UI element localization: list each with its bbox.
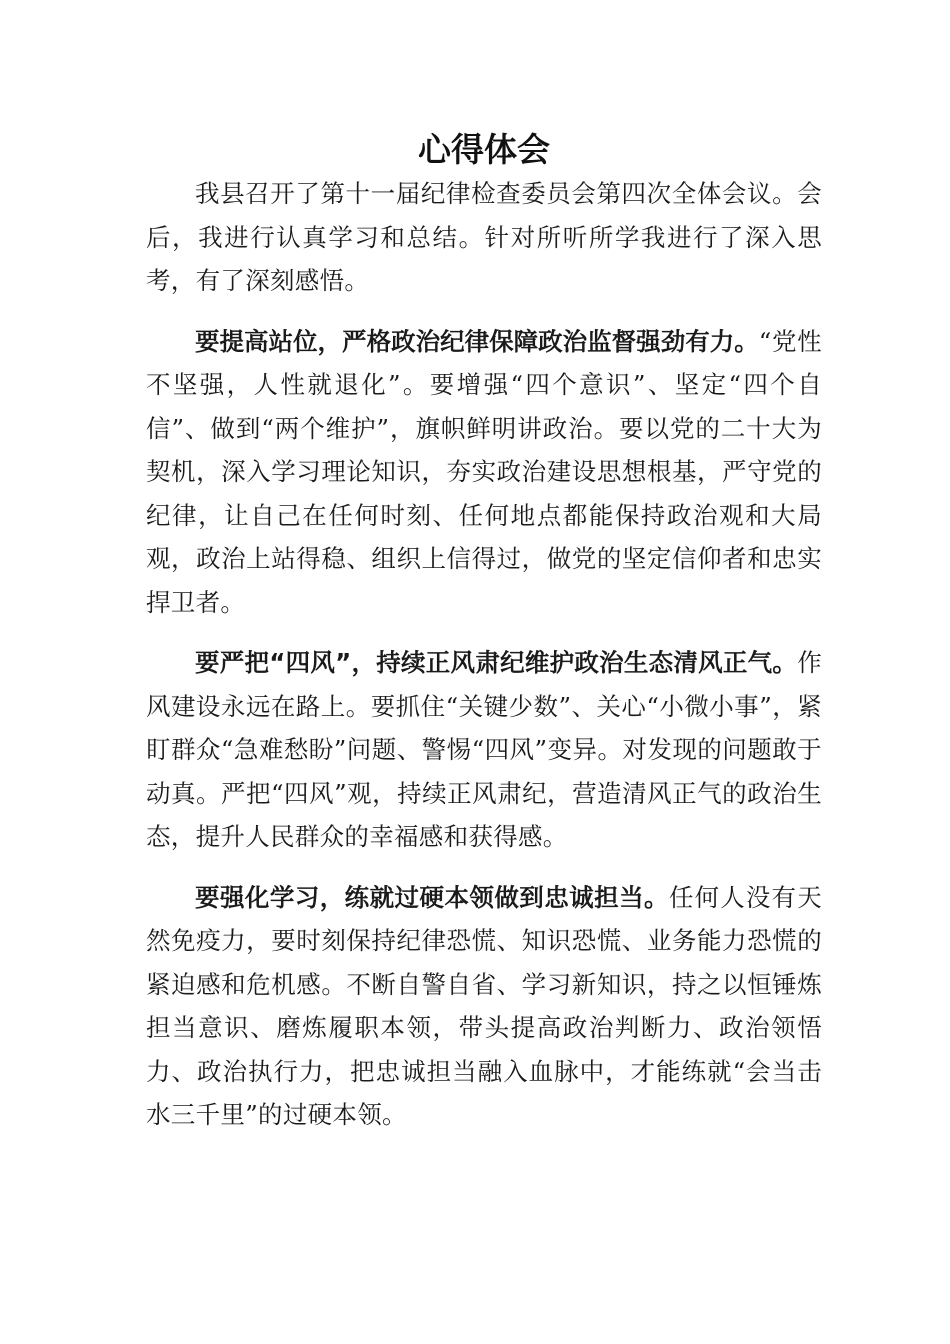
- paragraph-four-winds: [146, 641, 822, 859]
- paragraph-intro-text: 我县召开了第十一届纪律检查委员会第四次全体会议。会后，我进行认真学习和总结。针对所听所学我进行了深入思考，有了深刻感悟。: [146, 179, 822, 295]
- paragraph-political-discipline-heading: 要提高站位，严格政治纪律保障政治监督强劲有力。: [195, 326, 759, 356]
- document-page: [146, 128, 822, 1137]
- paragraph-political-discipline-text: “党性不坚强，人性就退化”。要增强“四个意识”、坚定“四个自信”、做到“两个维护”，旗帜鲜明讲政治。要以党的二十大为契机，深入学习理论知识，夯实政治建设思想根基，严守党的纪律，让自己在任何时刻、任何地点都能保持政治观和大局观，政治上站得稳、组织上信得过，做党的坚定信仰者和忠实捍卫者。: [146, 326, 822, 617]
- paragraph-strengthen-learning-text: 任何人没有天然免疫力，要时刻保持纪律恐慌、知识恐慌、业务能力恐慌的紧迫感和危机感。不断自警自省、学习新知识，持之以恒锤炼担当意识、磨炼履职本领，带头提高政治判断力、政治领悟力、政治执行力，把忠诚担当融入血脉中，才能练就“会当击水三千里”的过硬本领。: [146, 882, 822, 1129]
- paragraph-strengthen-learning-heading: 要强化学习，练就过硬本领做到忠诚担当。: [195, 882, 669, 912]
- paragraph-four-winds-heading: 要严把“四风”，持续正风肃纪维护政治生态清风正气。: [195, 648, 798, 677]
- paragraph-strengthen-learning: [146, 876, 822, 1137]
- paragraph-four-winds-text: 作风建设永远在路上。要抓住“关键少数”、关心“小微小事”，紧盯群众“急难愁盼”问题、警惕“四风”变异。对发现的问题敢于动真。严把“四风”观，持续正风肃纪，营造清风正气的政治生态，提升人民群众的幸福感和获得感。: [146, 648, 822, 851]
- document-title: 心得体会: [418, 130, 550, 169]
- paragraph-intro: [146, 172, 822, 303]
- paragraph-political-discipline: [146, 320, 822, 625]
